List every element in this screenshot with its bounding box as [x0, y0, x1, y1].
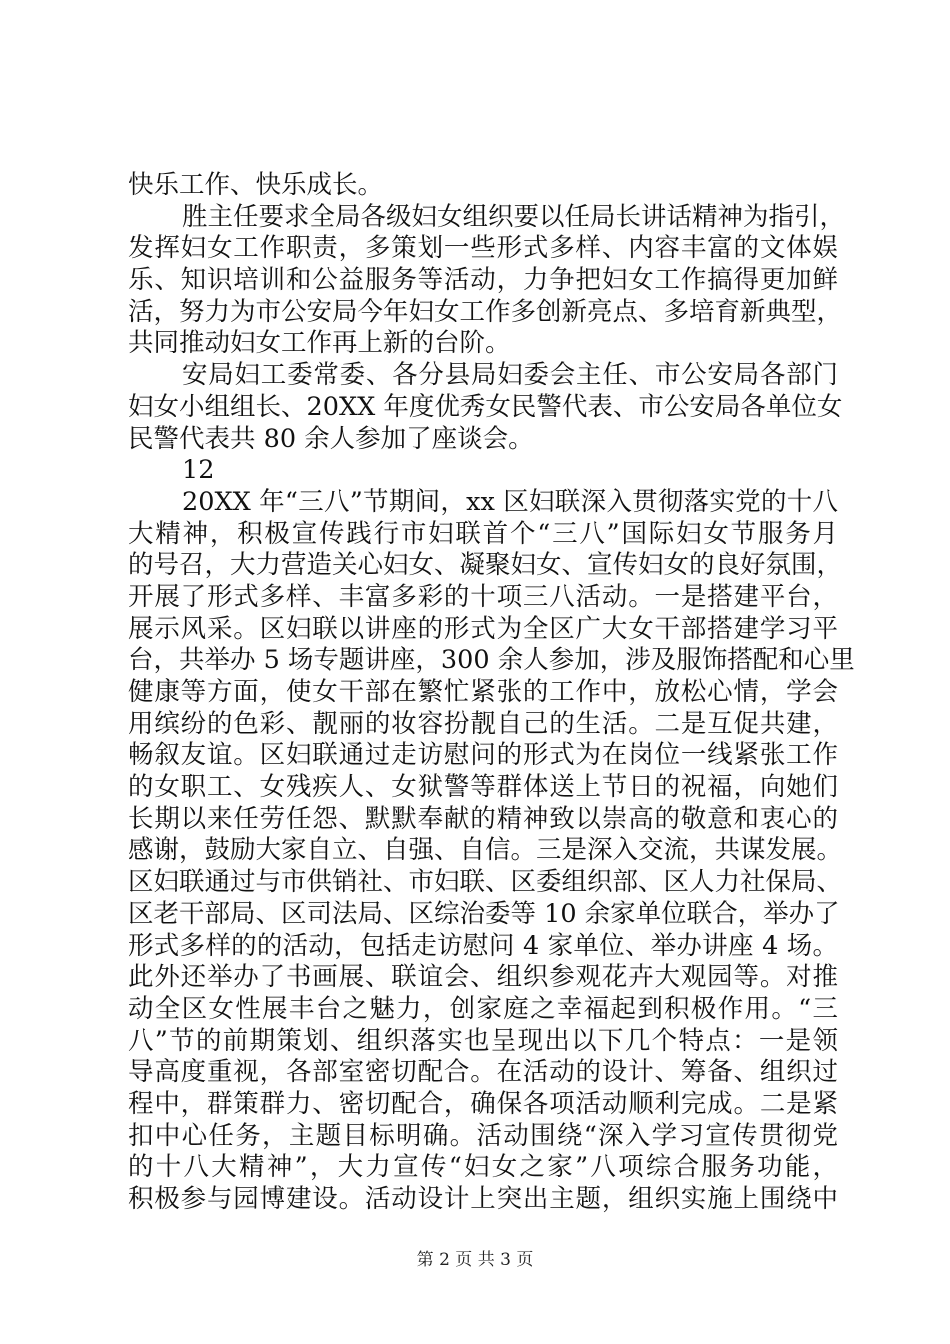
text-line: 民警代表共 80 余人参加了座谈会。 [128, 423, 534, 454]
text-line: 用缤纷的色彩、靓丽的妆容扮靓自己的生活。二是互促共建， [128, 708, 838, 739]
text-line: 安局妇工委常委、各分县局妇委会主任、市公安局各部门 [182, 360, 838, 391]
text-line: 扣中心任务，主题目标明确。活动围绕“深入学习宣传贯彻党 [128, 1120, 838, 1151]
text-line: 12 [182, 455, 215, 486]
text-line: 此外还举办了书画展、联谊会、组织参观花卉大观园等。对推 [128, 962, 838, 993]
text-line: 胜主任要求全局各级妇女组织要以任局长讲话精神为指引， [182, 201, 846, 232]
text-line: 20XX 年“三八”节期间，xx 区妇联深入贯彻落实党的十八 [182, 486, 838, 517]
page-footer: 第 2 页 共 3 页 [416, 1250, 534, 1270]
text-line: 共同推动妇女工作再上新的台阶。 [128, 328, 511, 359]
text-line: 导高度重视，各部室密切配合。在活动的设计、筹备、组织过 [128, 1057, 838, 1088]
text-line: 形式多样的的活动，包括走访慰问 4 家单位、举办讲座 4 场。 [128, 930, 838, 961]
text-line: 的女职工、女残疾人、女狱警等群体送上节日的祝福，向她们 [128, 772, 838, 803]
text-line: 展示风采。区妇联以讲座的形式为全区广大女干部搭建学习平 [128, 613, 838, 644]
document-body [128, 170, 855, 1216]
text-line: 大精神，积极宣传践行市妇联首个“三八”国际妇女节服务月 [128, 518, 838, 549]
text-line: 快乐工作、快乐成长。 [128, 170, 384, 200]
text-line: 发挥妇女工作职责，多策划一些形式多样、内容丰富的文体娱 [128, 233, 838, 264]
text-line: 台，共举办 5 场专题讲座，300 余人参加，涉及服饰搭配和心里 [128, 645, 855, 676]
text-line: 的号召，大力营造关心妇女、凝聚妇女、宣传妇女的良好氛围， [128, 550, 843, 581]
text-line: 八”节的前期策划、组织落实也呈现出以下几个特点：一是领 [128, 1025, 838, 1056]
text-line: 程中，群策群力、密切配合，确保各项活动顺利完成。二是紧 [128, 1088, 838, 1119]
text-line: 长期以来任劳任怨、默默奉献的精神致以崇高的敬意和衷心的 [128, 803, 838, 834]
text-line: 活，努力为市公安局今年妇女工作多创新亮点、多培育新典型， [128, 296, 843, 327]
text-line: 健康等方面，使女干部在繁忙紧张的工作中，放松心情，学会 [128, 677, 838, 707]
text-line: 区老干部局、区司法局、区综治委等 10 余家单位联合，举办了 [128, 898, 840, 929]
text-line: 的十八大精神”，大力宣传“妇女之家”八项综合服务功能， [128, 1152, 838, 1183]
text-line: 乐、知识培训和公益服务等活动，力争把妇女工作搞得更加鲜 [128, 265, 838, 296]
text-line: 感谢，鼓励大家自立、自强、自信。三是深入交流，共谋发展。 [128, 835, 843, 866]
text-line: 妇女小组组长、20XX 年度优秀女民警代表、市公安局各单位女 [128, 391, 843, 422]
text-line: 开展了形式多样、丰富多彩的十项三八活动。一是搭建平台， [128, 581, 838, 612]
text-line: 积极参与园博建设。活动设计上突出主题，组织实施上围绕中 [128, 1184, 838, 1214]
text-line: 区妇联通过与市供销社、市妇联、区委组织部、区人力社保局、 [128, 867, 843, 898]
text-line: 动全区女性展丰台之魅力，创家庭之幸福起到积极作用。“三 [128, 993, 838, 1024]
text-line: 畅叙友谊。区妇联通过走访慰问的形式为在岗位一线紧张工作 [128, 740, 838, 771]
